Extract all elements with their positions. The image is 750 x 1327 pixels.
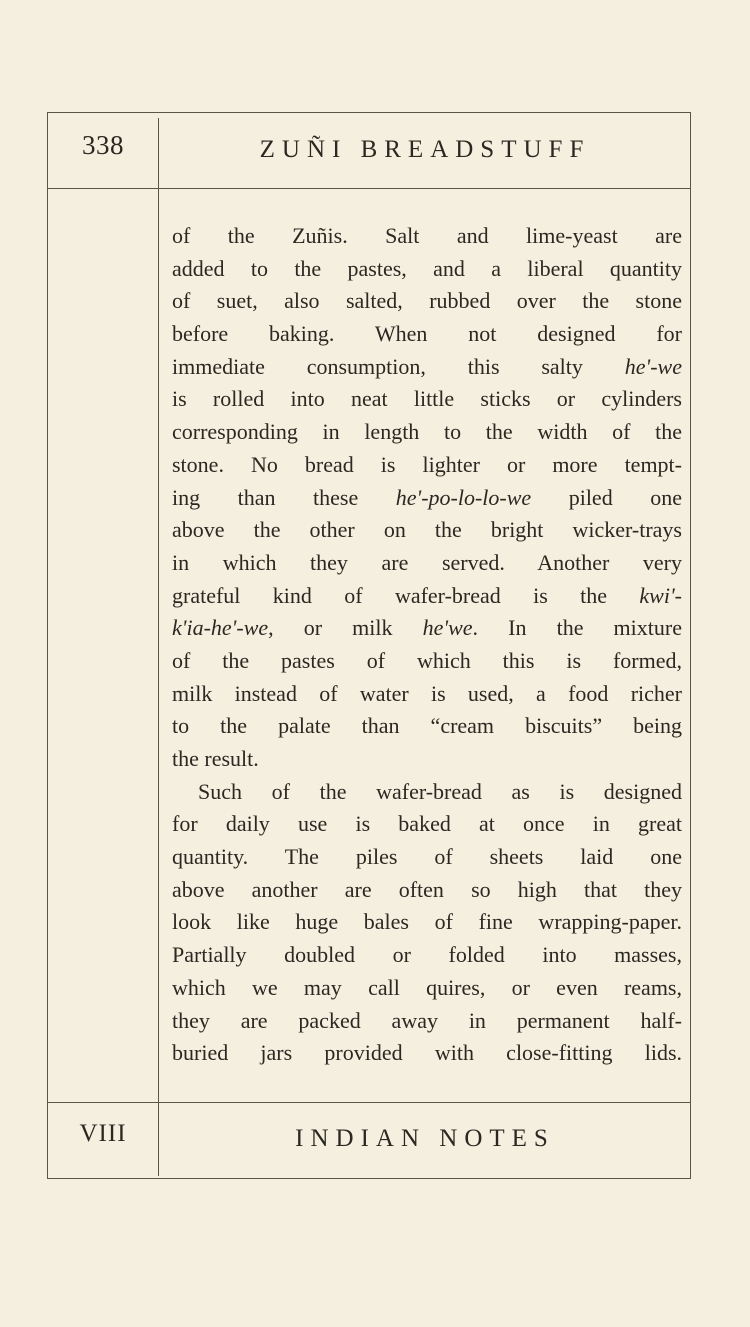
body-text	[172, 220, 682, 1070]
text-line	[172, 612, 682, 645]
signature-mark: VIII	[79, 1120, 127, 1147]
zuni-term: he'we	[422, 615, 473, 641]
text-run: . In the mixture	[472, 615, 682, 641]
page-number: 338	[82, 130, 124, 160]
text-run: Partially doubled or folded into masses,	[172, 942, 682, 968]
text-line	[172, 743, 682, 776]
text-run: which we may call quires, or even reams,	[172, 974, 682, 1000]
zuni-term: kwi'-	[639, 582, 682, 608]
text-line	[172, 449, 682, 482]
text-run: milk instead of water is used, a food richer	[172, 680, 682, 706]
text-run: the result.	[172, 746, 259, 771]
running-title: ZUÑI BREADSTUFF	[259, 136, 591, 163]
text-line	[172, 972, 682, 1005]
text-run: for daily use is baked at once in great	[172, 811, 682, 837]
text-run: quantity. The piles of sheets laid one	[172, 844, 682, 870]
text-line	[172, 841, 682, 874]
text-line	[172, 514, 682, 547]
text-run: above the other on the bright wicker-trays	[172, 517, 682, 543]
text-run: stone. No bread is lighter or more tempt-	[172, 451, 682, 477]
text-run: added to the pastes, and a liberal quantity	[172, 255, 682, 281]
zuni-term: he'-we	[624, 353, 682, 379]
text-line	[172, 710, 682, 743]
header-rule	[48, 188, 690, 189]
text-run: is rolled into neat little sticks or cylinders	[172, 386, 682, 412]
text-run: Such of the wafer-bread as is designed	[198, 778, 682, 804]
text-run: buried jars provided with close-fitting lids.	[172, 1040, 682, 1066]
footer-rule	[48, 1102, 690, 1103]
text-line	[172, 1037, 682, 1070]
text-run: of suet, also salted, rubbed over the stone	[172, 288, 682, 314]
text-run: , or milk	[268, 615, 423, 641]
text-line	[172, 906, 682, 939]
text-line	[172, 645, 682, 678]
text-run: they are packed away in permanent half-	[172, 1007, 682, 1033]
text-run: piled one	[531, 484, 682, 510]
text-line	[172, 678, 682, 711]
text-line	[172, 383, 682, 416]
text-run: of the Zuñis. Salt and lime-yeast are	[172, 223, 682, 248]
text-line	[172, 580, 682, 613]
text-line	[172, 285, 682, 318]
text-line	[172, 874, 682, 907]
zuni-term: k'ia-he'-we	[172, 615, 269, 641]
text-line	[172, 318, 682, 351]
text-line	[172, 776, 682, 809]
text-line	[172, 547, 682, 580]
text-run: immediate consumption, this salty	[172, 353, 625, 379]
margin-rule	[158, 118, 159, 1176]
text-line	[172, 482, 682, 515]
series-title: INDIAN NOTES	[295, 1125, 555, 1152]
text-run: to the palate than “cream biscuits” being	[172, 713, 682, 739]
text-run: of the pastes of which this is formed,	[172, 647, 682, 673]
text-line	[172, 808, 682, 841]
text-line	[172, 253, 682, 286]
text-run: look like huge bales of fine wrapping-paper.	[172, 909, 682, 935]
text-run: grateful kind of wafer-bread is the	[172, 582, 640, 608]
text-run: above another are often so high that they	[172, 876, 682, 902]
text-run: in which they are served. Another very	[172, 549, 682, 575]
text-run: before baking. When not designed for	[172, 321, 682, 347]
text-run: corresponding in length to the width of the	[172, 419, 682, 445]
text-line	[172, 939, 682, 972]
text-line	[172, 1005, 682, 1038]
text-run: ing than these	[172, 484, 396, 510]
zuni-term: he'-po-lo-lo-we	[395, 484, 532, 510]
text-line	[172, 220, 682, 253]
text-line	[172, 351, 682, 384]
text-line	[172, 416, 682, 449]
